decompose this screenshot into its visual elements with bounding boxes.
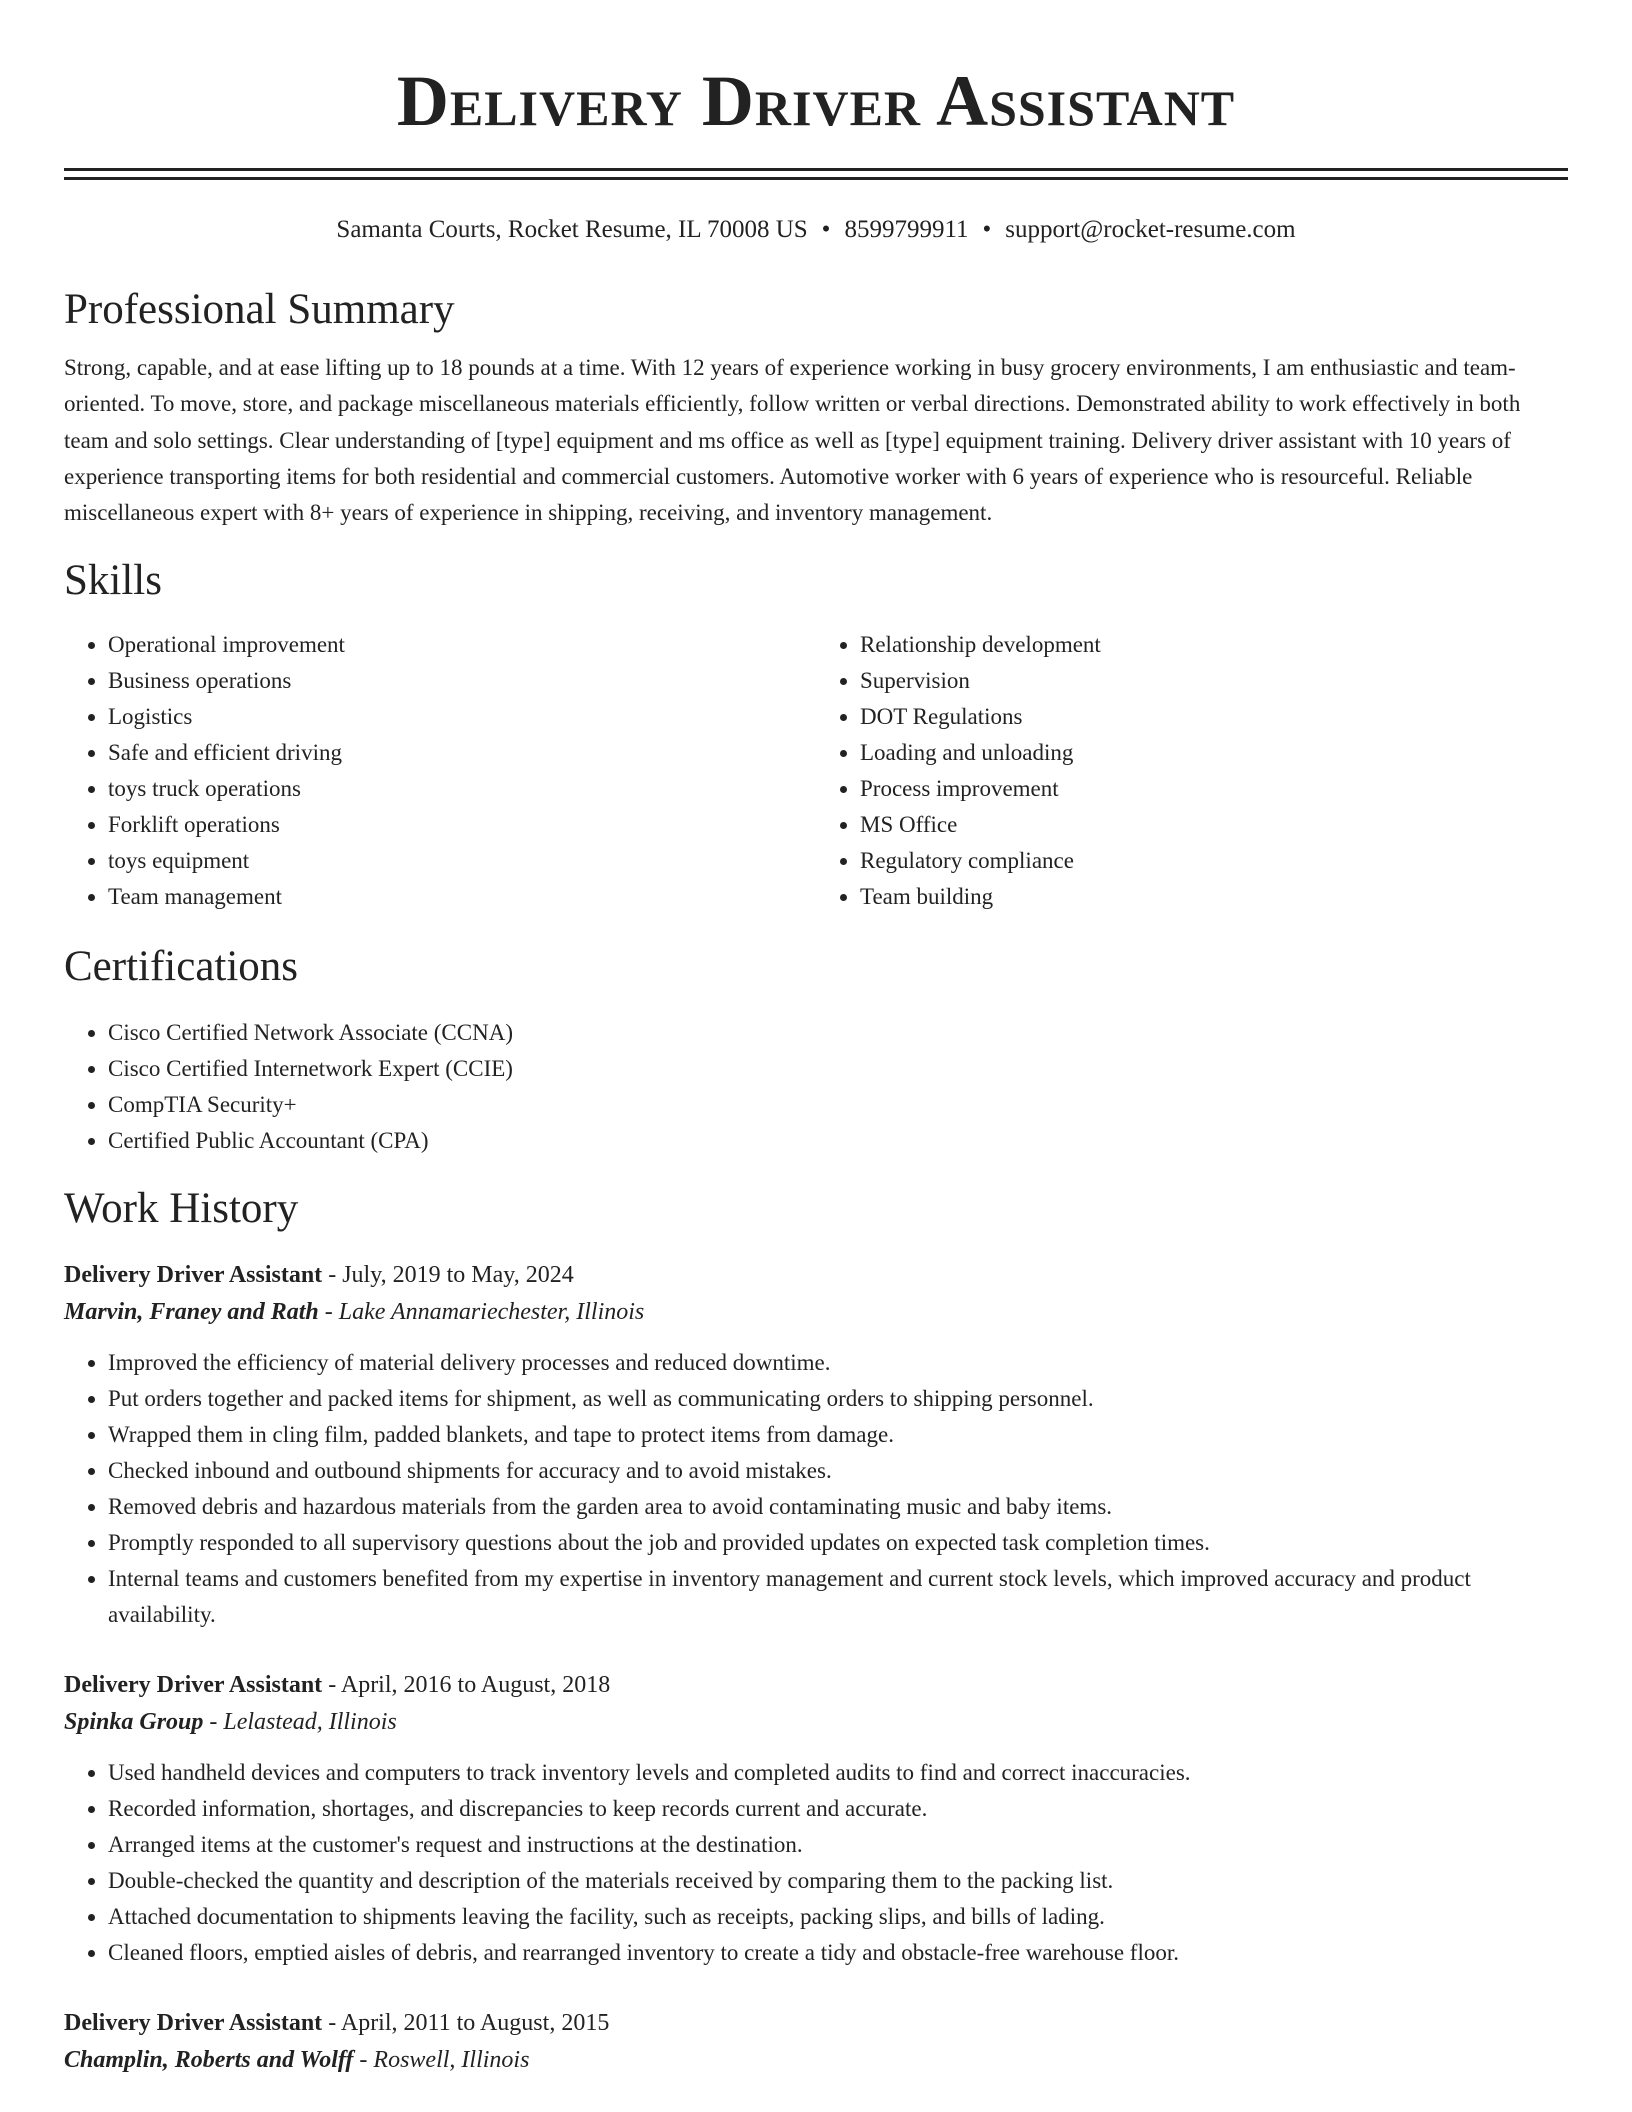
job-company: Champlin, Roberts and Wolff: [64, 2047, 354, 2074]
contact-phone: 8599799911: [844, 216, 969, 243]
skill-item: • Team management: [108, 879, 816, 915]
skill-item: • Safe and efficient driving: [108, 735, 816, 771]
skill-item: • Supervision: [860, 663, 1568, 699]
skill-item: • Forklift operations: [108, 807, 816, 843]
job-title: Delivery Driver Assistant: [64, 1262, 323, 1289]
certifications-list: [64, 1015, 1568, 1159]
job-location: Lelastead, Illinois: [223, 1709, 397, 1736]
skill-item: • MS Office: [860, 807, 1568, 843]
job-title: Delivery Driver Assistant: [64, 2010, 323, 2037]
job-company: Spinka Group: [64, 1709, 204, 1736]
job-bullet: • Internal teams and customers benefited from my expertise in inventory management and current stock levels, which improved accuracy and product availability.: [108, 1561, 1568, 1633]
job-bullet: • Promptly responded to all supervisory questions about the job and provided updates on expected task completion times.: [108, 1525, 1568, 1561]
job-dates: July, 2019 to May, 2024: [342, 1262, 574, 1289]
certification-item: • Cisco Certified Internetwork Expert (CCIE): [108, 1051, 1568, 1087]
job-location: Lake Annamariechester, Illinois: [338, 1299, 645, 1326]
resume-page: [64, 0, 1568, 2079]
summary-text: Strong, capable, and at ease lifting up to 18 pounds at a time. With 12 years of experience working in busy grocery environments, I am enthusiastic and team-oriented. To move, store, and package miscellaneous materials efficiently, follow written or verbal directions. Demonstrated ability to work effectively in both team and solo settings. Clear understanding of [type] equipment and ms office as well as [type] equipment training. Delivery driver assistant with 10 years of experience transporting items for both residential and commercial customers. Automotive worker with 6 years of experience who is resourceful. Reliable miscellaneous expert with 8+ years of experience in shipping, receiving, and inventory management.: [64, 355, 1521, 526]
job-bullet: • Recorded information, shortages, and discrepancies to keep records current and accurate.: [108, 1791, 1568, 1827]
job-title: Delivery Driver Assistant: [64, 1672, 323, 1699]
skills-list-right: [816, 627, 1568, 915]
skills-grid: [64, 627, 1568, 915]
contact-separator: •: [982, 216, 992, 243]
skills-list-left: [64, 627, 816, 915]
job-bullet: • Arranged items at the customer's request and instructions at the destination.: [108, 1827, 1568, 1863]
contact-line: [64, 214, 1568, 246]
job-entry: [64, 1667, 1568, 1971]
job-entry: [64, 1257, 1568, 1633]
skill-item: • Loading and unloading: [860, 735, 1568, 771]
contact-email: support@rocket-resume.com: [1005, 216, 1296, 243]
job-dates: April, 2016 to August, 2018: [340, 1672, 611, 1699]
section-title-skills: Skills: [64, 557, 162, 605]
skill-item: • Team building: [860, 879, 1568, 915]
skill-item: • Logistics: [108, 699, 816, 735]
skill-item: • Regulatory compliance: [860, 843, 1568, 879]
skill-item: • Process improvement: [860, 771, 1568, 807]
skill-item: • toys truck operations: [108, 771, 816, 807]
job-heading: Delivery Driver Assistant - April, 2016 to August, 2018: [64, 1672, 611, 1699]
job-bullet-list: [64, 1345, 1568, 1633]
job-company: Marvin, Franey and Rath: [64, 1299, 319, 1326]
job-employer: Marvin, Franey and Rath - Lake Annamariechester, Illinois: [64, 1299, 645, 1326]
skill-item: • DOT Regulations: [860, 699, 1568, 735]
job-bullet: • Removed debris and hazardous materials from the garden area to avoid contaminating music and baby items.: [108, 1489, 1568, 1525]
header-divider-top: [64, 168, 1568, 171]
job-employer: Spinka Group - Lelastead, Illinois: [64, 1709, 397, 1736]
header-divider-bottom: [64, 177, 1568, 180]
job-bullet: • Put orders together and packed items for shipment, as well as communicating orders to shipping personnel.: [108, 1381, 1568, 1417]
section-title-work-history: Work History: [64, 1185, 299, 1233]
job-bullet: • Double-checked the quantity and description of the materials received by comparing them to the packing list.: [108, 1863, 1568, 1899]
job-location: Roswell, Illinois: [373, 2047, 530, 2074]
certification-item: • Certified Public Accountant (CPA): [108, 1123, 1568, 1159]
job-employer: Champlin, Roberts and Wolff - Roswell, Illinois: [64, 2047, 530, 2074]
skill-item: • toys equipment: [108, 843, 816, 879]
skill-item: • Operational improvement: [108, 627, 816, 663]
skill-item: • Business operations: [108, 663, 816, 699]
resume-name-title: Delivery Driver Assistant: [396, 61, 1236, 141]
job-bullet: • Used handheld devices and computers to track inventory levels and completed audits to find and correct inaccuracies.: [108, 1755, 1568, 1791]
job-bullet: • Wrapped them in cling film, padded blankets, and tape to protect items from damage.: [108, 1417, 1568, 1453]
job-bullet: • Attached documentation to shipments leaving the facility, such as receipts, packing slips, and bills of lading.: [108, 1899, 1568, 1935]
job-dates: April, 2011 to August, 2015: [340, 2010, 610, 2037]
section-title-certifications: Certifications: [64, 943, 299, 991]
job-bullet-list: [64, 1755, 1568, 1971]
job-entry: [64, 2005, 1568, 2079]
skill-item: • Relationship development: [860, 627, 1568, 663]
job-heading: Delivery Driver Assistant - July, 2019 to May, 2024: [64, 1262, 574, 1289]
job-bullet: • Checked inbound and outbound shipments for accuracy and to avoid mistakes.: [108, 1453, 1568, 1489]
certification-item: • Cisco Certified Network Associate (CCNA): [108, 1015, 1568, 1051]
job-bullet: • Cleaned floors, emptied aisles of debris, and rearranged inventory to create a tidy and obstacle-free warehouse floor.: [108, 1935, 1568, 1971]
job-heading: Delivery Driver Assistant - April, 2011 to August, 2015: [64, 2010, 610, 2037]
job-bullet: • Improved the efficiency of material delivery processes and reduced downtime.: [108, 1345, 1568, 1381]
section-title-summary: Professional Summary: [64, 286, 455, 333]
contact-separator: •: [821, 216, 831, 243]
certification-item: • CompTIA Security+: [108, 1087, 1568, 1123]
contact-address: Samanta Courts, Rocket Resume, IL 70008 US: [336, 216, 808, 243]
